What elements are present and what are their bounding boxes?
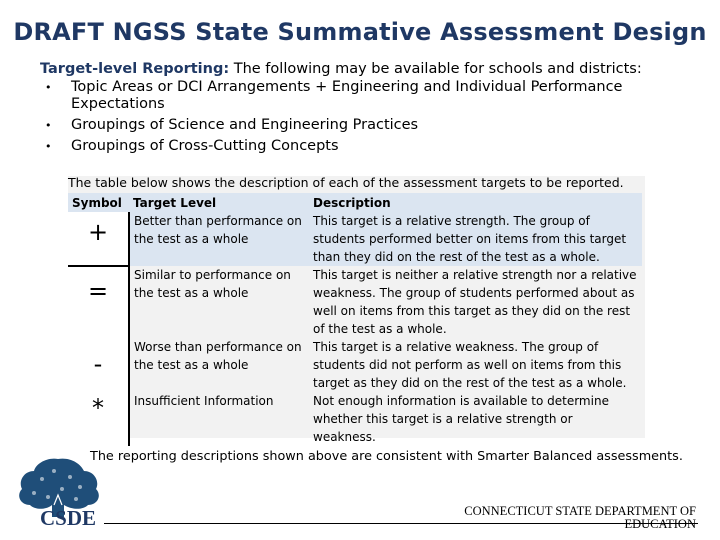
symbol-cell: -: [68, 338, 129, 392]
table-row: [68, 338, 642, 392]
bullet-item: • Topic Areas or DCI Arrangements + Engineering and Individual Performance Expectations: [40, 79, 700, 113]
header-description: Description: [309, 193, 642, 212]
bullet-item: • Groupings of Cross-Cutting Concepts: [40, 138, 700, 155]
symbol-cell: =: [68, 266, 129, 338]
description-cell: This target is a relative strength. The group of students performed better on items from this target than they did on the rest of the test as a whole.: [309, 212, 642, 266]
table-caption: The table below shows the description of each of the assessment targets to be reported.: [68, 175, 624, 190]
table-row: [68, 392, 642, 446]
table-row: [68, 212, 642, 266]
description-cell: Not enough information is available to determine whether this target is a relative strength or weakness.: [313, 394, 609, 444]
bullet-item: • Groupings of Science and Engineering Practices: [40, 117, 700, 134]
level-cell: Insufficient Information: [134, 394, 274, 408]
bullet-list: [40, 79, 700, 155]
description-cell: This target is a relative weakness. The group of students did not perform as well on items from this target as they did on the rest of the test as a whole.: [313, 340, 627, 390]
level-cell: Better than performance on the test as a whole: [129, 212, 309, 266]
logo-text: CSDE: [40, 506, 97, 530]
table-row: [68, 266, 642, 338]
intro-line: [40, 59, 700, 79]
intro-text: The following may be available for schools and districts:: [229, 61, 642, 77]
targets-table: [68, 193, 643, 446]
header-target-level: Target Level: [129, 193, 309, 212]
level-cell: Similar to performance on the test as a whole: [134, 268, 291, 300]
description-cell: This target is neither a relative strength nor a relative weakness. The group of students performed about as well on items from this target as they did on the rest of the test as a whole.: [313, 268, 637, 336]
intro-section: [40, 59, 700, 159]
intro-lead: Target-level Reporting:: [40, 61, 230, 77]
table-header-row: [68, 193, 642, 212]
page-title: DRAFT NGSS State Summative Assessment Design: [13, 18, 707, 46]
header-symbol: Symbol: [68, 193, 129, 212]
level-cell: Worse than performance on the test as a whole: [134, 340, 302, 372]
agency-name: CONNECTICUT STATE DEPARTMENT OF EDUCATION: [464, 504, 696, 531]
footnote: The reporting descriptions shown above are consistent with Smarter Balanced assessments.: [90, 449, 683, 464]
symbol-cell: *: [68, 392, 129, 446]
symbol-cell: +: [68, 212, 129, 266]
